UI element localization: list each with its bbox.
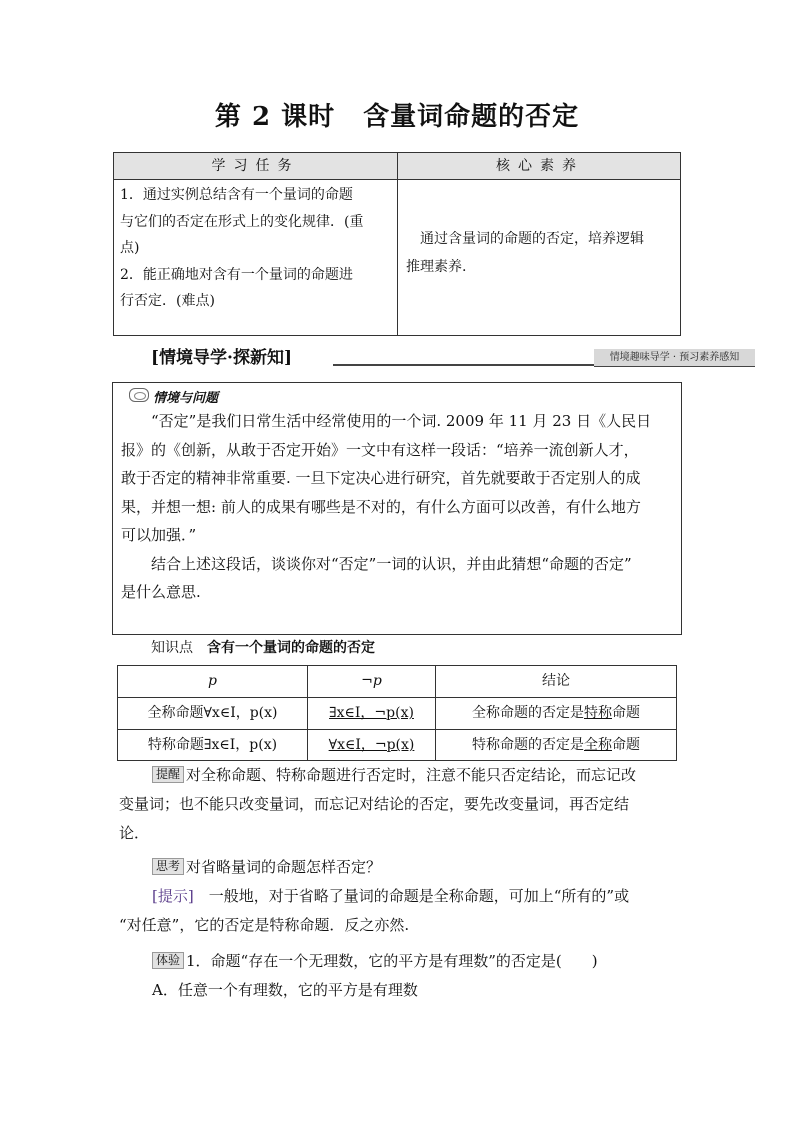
exercise-question: 1．命题“存在一个无理数，它的平方是有理数”的否定是( ) [186, 952, 598, 970]
header-conclusion: 结论 [542, 673, 570, 689]
scenario-line: 是什么意思. [121, 583, 201, 601]
section-divider [333, 364, 595, 366]
existential-proposition: 特称命题∃x∈I，p(x) [118, 730, 308, 761]
task-line: 点) [120, 240, 140, 256]
lesson-number: 第 2 课时 [214, 102, 336, 132]
conclusion-answer: 全称 [584, 737, 612, 753]
table-row [118, 698, 676, 730]
think-paragraph [119, 853, 679, 940]
scenario-line: 结合上述这段话，谈谈你对“否定”一词的认识，并由此猜想“命题的否定” [151, 554, 632, 573]
exercise-option-a: A．任意一个有理数，它的平方是有理数 [152, 981, 418, 999]
scenario-body [121, 407, 676, 607]
hint-tag: [提示] [152, 887, 194, 905]
existential-negation: ∀x∈I，¬p(x) [308, 730, 436, 761]
tip-line: 对全称命题、特称命题进行否定时，注意不能只否定结论，而忘记改 [186, 766, 637, 784]
hint-line: “对任意”，它的否定是特称命题．反之亦然. [119, 916, 410, 934]
task-table-header [114, 153, 680, 180]
think-question: 对省略量词的命题怎样否定？ [186, 858, 382, 876]
scenario-line: “否定”是我们日常生活中经常使用的一个词. 2009 年 11 月 23 日《人民日 [151, 412, 652, 430]
literacy-line: 通过含量词的命题的否定，培养逻辑 [420, 231, 644, 247]
exercise-paragraph [119, 947, 679, 1005]
task-line: 1．通过实例总结含有一个量词的命题 [120, 187, 353, 203]
universal-proposition: 全称命题∀x∈I，p(x) [118, 698, 308, 729]
knowledge-title: 含有一个量词的命题的否定 [207, 640, 375, 656]
think-tag: 思考 [152, 858, 184, 875]
tip-tag: 提醒 [152, 766, 184, 783]
scenario-line: 可以加强．” [121, 526, 197, 544]
table-row [118, 730, 676, 762]
lesson-topic: 含量词命题的否定 [363, 102, 580, 132]
conclusion-answer: 特称 [584, 705, 612, 721]
header-p: p [118, 666, 308, 697]
pen-icon [129, 388, 149, 402]
hint-line: 一般地，对于省略了量词的命题是全称命题，可加上“所有的”或 [208, 887, 630, 905]
core-literacy-cell [398, 180, 681, 336]
conclusion-text: 命题 [612, 705, 640, 721]
task-table [113, 152, 681, 336]
knowledge-point-label [151, 637, 375, 657]
conclusion-text: 特称命题的否定是 [472, 737, 584, 753]
tip-line: 变量词；也不能只改变量词，而忘记对结论的否定，要先改变量词，再否定结 [119, 795, 630, 813]
universal-negation: ∃x∈I，¬p(x) [308, 698, 436, 729]
header-core-literacy: 核心素养 [496, 158, 584, 174]
conclusion-text: 全称命题的否定是 [472, 705, 584, 721]
scenario-line: 报》的《创新，从敢于否定开始》一文中有这样一段话：“培养一流创新人才， [121, 440, 639, 459]
existential-conclusion [436, 730, 676, 761]
negation-table [117, 665, 677, 761]
tip-line: 论． [119, 824, 150, 842]
section-title: [情境导学·探新知] [151, 348, 293, 368]
exercise-tag: 体验 [152, 952, 184, 969]
scenario-heading: 情境与问题 [153, 391, 219, 406]
task-line: 行否定．(难点) [120, 293, 215, 309]
header-not-p: ¬p [308, 666, 436, 697]
conclusion-text: 命题 [612, 737, 640, 753]
scenario-box [112, 382, 682, 635]
tip-paragraph [119, 761, 679, 848]
learning-task-cell [114, 180, 398, 336]
task-line: 与它们的否定在形式上的变化规律．(重 [120, 213, 364, 230]
table-header-row [118, 666, 676, 698]
scenario-line: 敢于否定的精神非常重要. 一旦下定决心进行研究，首先就要敢于否定别人的成 [121, 469, 641, 487]
header-learning-task: 学习任务 [114, 153, 398, 179]
literacy-line: 推理素养. [406, 259, 467, 275]
scenario-line: 果，并想一想: 前人的成果有哪些是不对的，有什么方面可以改善，有什么地方 [121, 497, 641, 516]
page-title [0, 96, 794, 133]
knowledge-tag: 知识点 [151, 640, 193, 656]
universal-conclusion [436, 698, 676, 729]
section-tag: 情境趣味导学 · 预习素养感知 [594, 349, 755, 367]
task-line: 2．能正确地对含有一个量词的命题进 [120, 266, 353, 283]
